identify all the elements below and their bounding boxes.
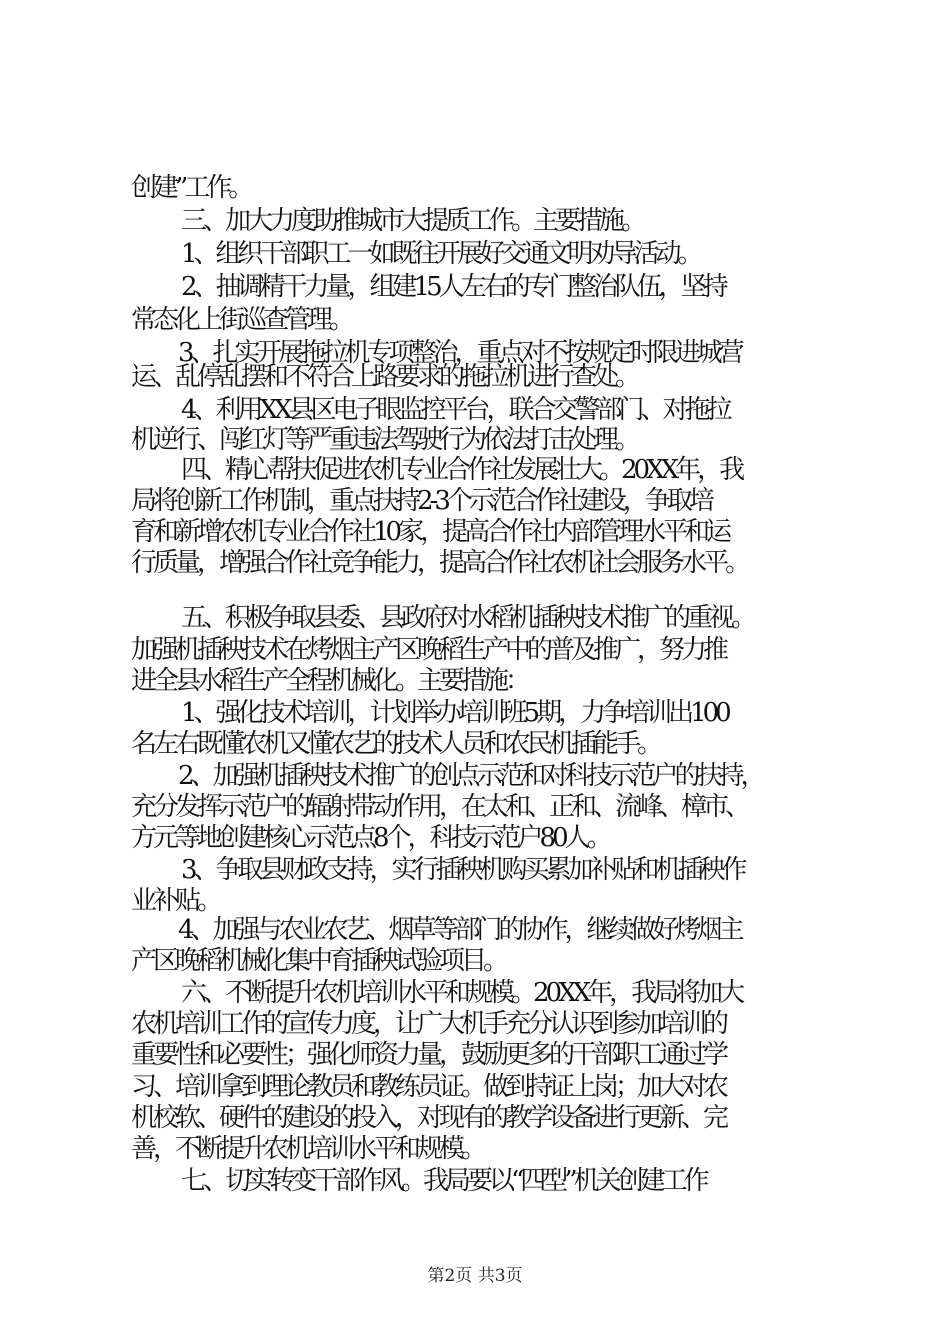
text-line: 习、培训拿到理论教员和教练员证。做到持证上岗；加大对农	[131, 1072, 726, 1102]
text-line: 三、加大力度助推城市大提质工作。主要措施。	[181, 206, 644, 236]
text-line: 常态化上街巡查管理。	[131, 305, 352, 335]
text-line: 善，不断提升农机培训水平和规模。	[131, 1134, 484, 1164]
text-line: 1、强化技术培训，计划举办培训班5期，力争培训出100	[181, 698, 728, 728]
text-line: 机校软、硬件的建设的投入，对现有的教学设备进行更新、完	[131, 1103, 726, 1133]
text-line: 4、加强与农业农艺、烟草等部门的协作，继续做好烤烟主	[178, 915, 741, 945]
text-line: 产区晚稻机械化集中育插秧试验项目。	[131, 946, 506, 976]
text-line: 3、扎实开展拖拉机专项整治，重点对不按规定时限进城营	[178, 338, 741, 368]
text-line: 运、乱停乱摆和不符合上路要求的拖拉机进行查处。	[131, 362, 638, 392]
text-line: 3、争取县财政支持，实行插秧机购买累加补贴和机插秧作	[181, 855, 744, 885]
text-line: 农机培训工作的宣传力度，让广大机手充分认识到参加培训的	[131, 1009, 726, 1039]
text-line: 创建”工作。	[131, 173, 251, 203]
text-line: 2、加强机插秧技术推广的创点示范和对科技示范户的扶持，	[178, 761, 763, 791]
text-line: 机逆行、闯红灯等严重违法驾驶行为依法打击处理。	[131, 425, 638, 455]
text-line: 进全县水稻生产全程机械化。主要措施：	[131, 666, 528, 696]
text-line: 六、不断提升农机培训水平和规模。20XX年，我局将加大	[181, 978, 742, 1008]
text-line: 四、精心帮扶促进农机专业合作社发展壮大。20XX年，我	[181, 455, 742, 485]
text-line: 名左右既懂农机又懂农艺的技术人员和农民机插能手。	[131, 729, 660, 759]
text-line: 1、组织干部职工一如既往开展好交通文明劝导活动。	[181, 239, 700, 269]
text-line: 充分发挥示范户的辐射带动作用，在太和、正和、流峰、樟市、	[131, 792, 748, 822]
text-line: 五、积极争取县委、县政府对水稻机插秧技术推广的重视。	[181, 603, 754, 633]
text-line: 育和新增农机专业合作社10家，提高合作社内部管理水平和运	[131, 517, 729, 547]
text-line: 局将创新工作机制，重点扶持2-3个示范合作社建设，争取培	[131, 486, 711, 516]
text-line: 业补贴。	[131, 886, 220, 916]
page-footer: 第2页 共3页	[427, 1266, 523, 1286]
text-line: 加强机插秧技术在烤烟主产区晚稻生产中的普及推广，努力推	[131, 635, 726, 665]
text-line: 七、切实转变干部作风。我局要以“四型”机关创建工作	[181, 1166, 706, 1196]
text-line: 方元等地创建核心示范点8个，科技示范户80人。	[131, 823, 609, 853]
text-line: 行质量，增强合作社竞争能力，提高合作社农机社会服务水平。	[131, 548, 748, 578]
text-line: 重要性和必要性；强化师资力量，鼓励更多的干部职工通过学	[131, 1040, 726, 1070]
text-line: 2、抽调精干力量，组建15人左右的专门整治队伍，坚持	[181, 272, 725, 302]
text-line: 4、利用XX县区电子眼监控平台，联合交警部门、对拖拉	[181, 395, 729, 425]
